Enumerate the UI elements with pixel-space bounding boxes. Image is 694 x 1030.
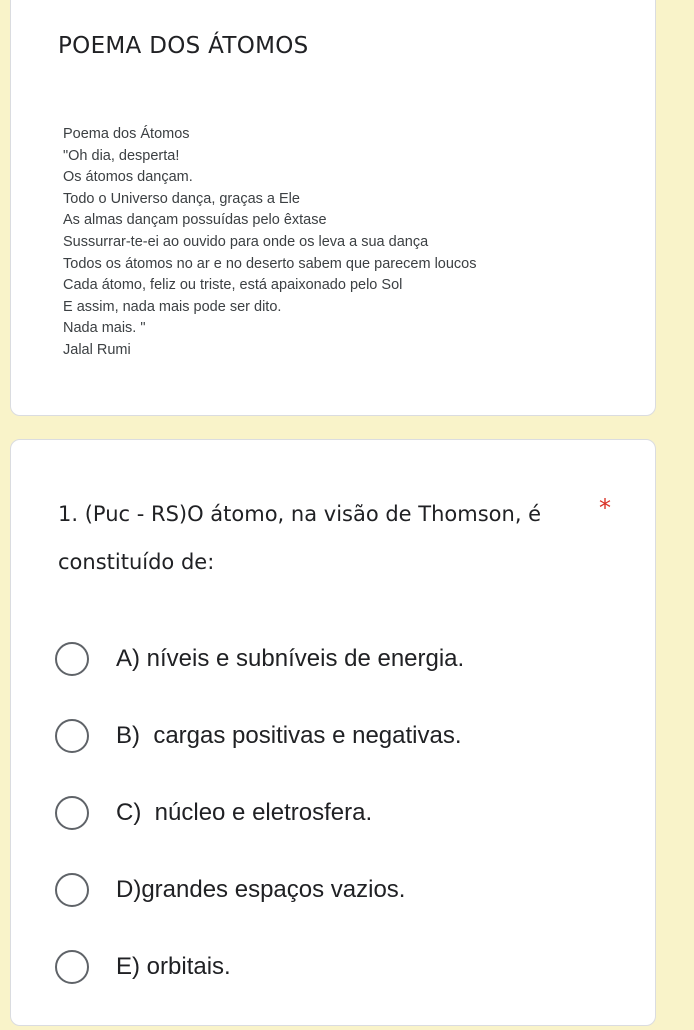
poem-line: Todos os átomos no ar e no deserto sabem que parecem loucos [63, 255, 477, 272]
radio-button-icon[interactable] [55, 642, 89, 676]
option-label: B) cargas positivas e negativas. [116, 721, 462, 749]
option-label: E) orbitais. [116, 952, 231, 980]
option-a[interactable] [55, 620, 464, 697]
intro-card [10, 0, 656, 416]
poem-line: Nada mais. " [63, 320, 146, 337]
poem-line: "Oh dia, desperta! [63, 147, 180, 164]
poem-line: Sussurrar-te-ei ao ouvido para onde os leva a sua dança [63, 233, 429, 250]
poem-line: E assim, nada mais pode ser dito. [63, 298, 282, 315]
poem-line: Jalal Rumi [63, 341, 131, 358]
option-b[interactable] [55, 697, 464, 774]
poem-line: As almas dançam possuídas pelo êxtase [63, 212, 327, 229]
answer-options [55, 620, 464, 1005]
poem-text [63, 124, 477, 362]
option-label: C) núcleo e eletrosfera. [116, 798, 373, 826]
radio-button-icon[interactable] [55, 873, 89, 907]
poem-line: Cada átomo, feliz ou triste, está apaixonado pelo Sol [63, 277, 403, 294]
option-c[interactable] [55, 774, 464, 851]
option-e[interactable] [55, 928, 464, 1005]
option-label: D)grandes espaços vazios. [116, 875, 406, 903]
option-label: A) níveis e subníveis de energia. [116, 644, 465, 672]
poem-line: Poema dos Átomos [63, 126, 190, 142]
radio-button-icon[interactable] [55, 950, 89, 984]
required-asterisk: * [599, 494, 611, 522]
poem-line: Todo o Universo dança, graças a Ele [63, 190, 300, 207]
poem-line: Os átomos dançam. [63, 169, 193, 186]
question-card [10, 439, 656, 1026]
option-d[interactable] [55, 851, 464, 928]
section-title: POEMA DOS ÁTOMOS [58, 33, 309, 59]
radio-button-icon[interactable] [55, 796, 89, 830]
question-title: 1. (Puc - RS)O átomo, na visão de Thomson, é constituído de: [58, 502, 542, 574]
radio-button-icon[interactable] [55, 719, 89, 753]
